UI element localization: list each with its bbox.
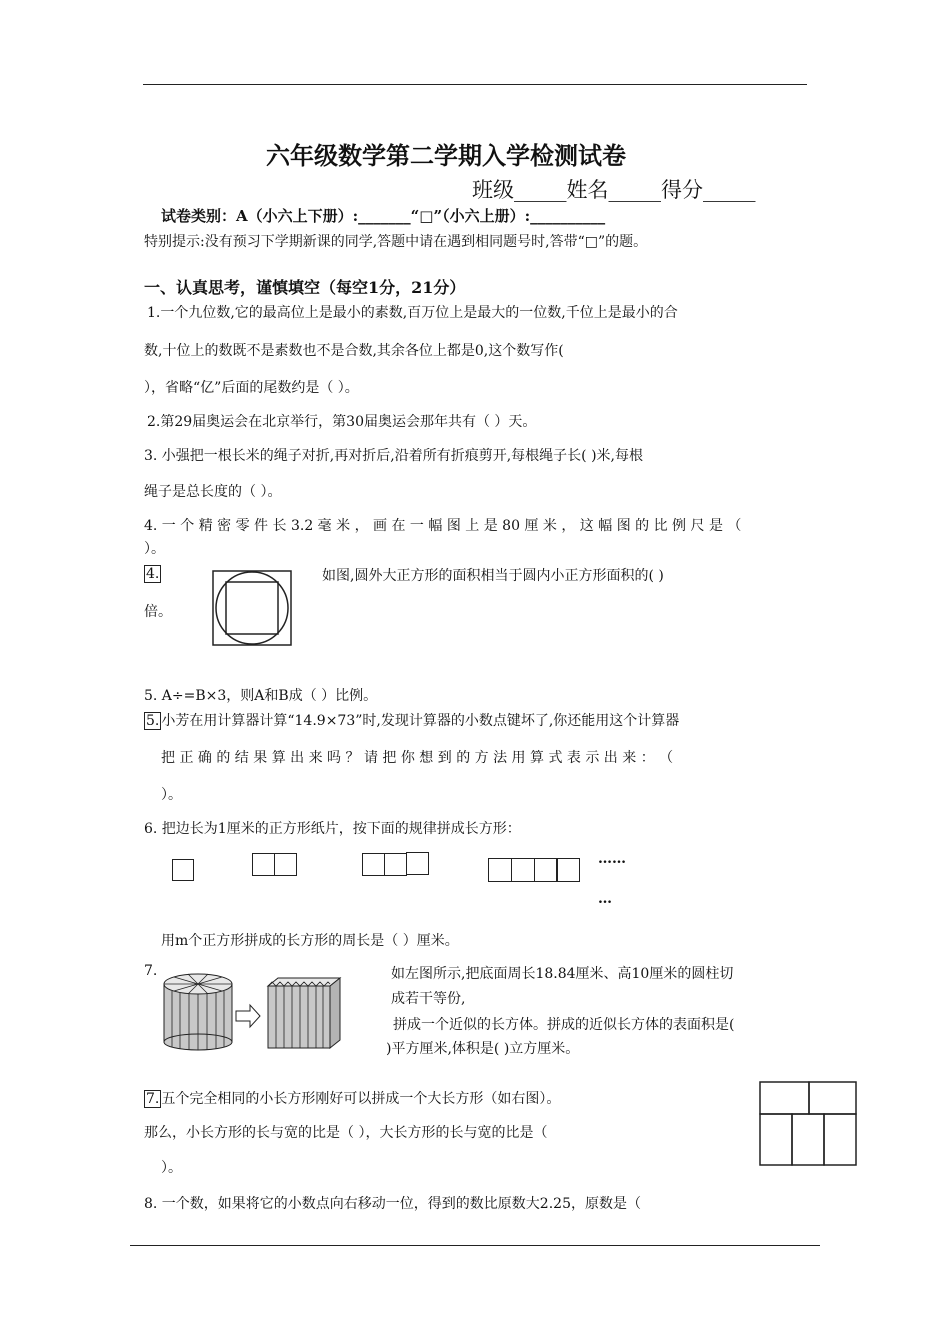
pattern-3-square-b <box>384 853 407 876</box>
q7-line1: 如左图所示,把底面周长18.84厘米、高10厘米的圆柱切 <box>391 966 734 982</box>
class-label: 班级 <box>472 178 514 202</box>
arrow-right-icon <box>236 1005 260 1027</box>
small-rect-bottom-1 <box>760 1114 792 1165</box>
pattern-1-square <box>172 859 194 881</box>
small-rect-top-right <box>809 1082 856 1114</box>
inner-square <box>226 582 278 634</box>
q7b-text1: 五个完全相同的小长方形刚好可以拼成一个大长方形（如右图）。 <box>161 1091 561 1107</box>
cylinder-to-cuboid-figure <box>162 972 377 1052</box>
special-notice: 特别提示:没有预习下学期新课的同学,答题中请在遇到相同题号时,答带“□”的题。 <box>144 234 648 250</box>
q4b-text: 如图,圆外大正方形的面积相当于圆内小正方形面积的( ) <box>322 568 664 584</box>
cuboid-icon <box>268 978 340 1048</box>
q4b-number <box>144 565 161 583</box>
inscribed-circle <box>216 572 288 644</box>
q5b-number-box: 5. <box>146 713 160 729</box>
name-label: 姓名 <box>566 178 609 202</box>
small-rect-top-left <box>760 1082 809 1114</box>
q7b-line3: ）。 <box>161 1160 182 1176</box>
class-blank[interactable]: _____ <box>514 178 567 202</box>
q4-line2: ）。 <box>144 541 165 557</box>
section-heading: 一、认真思考，谨慎填空（每空1分，21分） <box>144 278 466 297</box>
small-rect-bottom-2 <box>792 1114 824 1165</box>
q7-line2: 成若干等份, <box>391 991 466 1007</box>
q1-line2: 数,十位上的数既不是素数也不是合数,其余各位上都是0,这个数写作( <box>144 343 564 359</box>
name-blank[interactable]: _____ <box>608 178 661 202</box>
pattern-2-square-a <box>252 853 275 876</box>
pattern-ellipsis-1: …… <box>598 851 626 867</box>
bottom-rule <box>130 1245 820 1246</box>
q7-line4: )平方厘米,体积是( )立方厘米。 <box>386 1041 580 1057</box>
q3-line1: 3. 小强把一根长米的绳子对折,再对折后,沿着所有折痕剪开,每根绳子长( )米,每根 <box>144 448 643 464</box>
q1-line3: ），省略“亿”后面的尾数约是（ ）。 <box>144 380 359 396</box>
pattern-4-square-d <box>556 858 580 882</box>
q7b-number-box: 7. <box>146 1091 160 1107</box>
q5b-line1 <box>144 710 679 730</box>
rectangles-figure <box>759 1081 859 1167</box>
pattern-4-square-c <box>534 858 558 882</box>
pattern-ellipsis-2: … <box>598 891 612 907</box>
pattern-3-square-c <box>406 852 429 875</box>
q4-line1: 4. 一 个 精 密 零 件 长 3.2 毫 米 ， 画 在 一 幅 图 上 是 80 厘 米 ， 这 幅 图 的 比 例 尺 是 （ <box>144 518 742 534</box>
q5b-line2: 把 正 确 的 结 果 算 出 来 吗 ？ 请 把 你 想 到 的 方 法 用 算 式 表 示 出 来 ： （ <box>161 750 674 766</box>
q5-line: 5. A÷=B×3，则A和B成（ ）比例。 <box>144 688 378 704</box>
q3-line2: 绳子是总长度的（ ）。 <box>144 484 282 500</box>
pattern-4-square-b <box>511 858 535 882</box>
q7b-line1 <box>144 1088 560 1108</box>
score-label: 得分 <box>661 178 703 202</box>
pattern-3-square-a <box>362 853 385 876</box>
q6-line2: 用m个正方形拼成的长方形的周长是（ ）厘米。 <box>161 933 459 949</box>
q4b-number-box: 4. <box>146 566 160 582</box>
q7b-line2: 那么，小长方形的长与宽的比是（ ），大长方形的长与宽的比是（ <box>144 1125 548 1141</box>
top-rule <box>143 84 807 85</box>
pattern-4-square-a <box>488 858 512 882</box>
student-info-line <box>472 174 756 204</box>
pattern-2-square-b <box>274 853 297 876</box>
page-title: 六年级数学第二学期入学检测试卷 <box>266 141 626 170</box>
small-rect-bottom-3 <box>824 1114 856 1165</box>
q2-line: 2.第29届奥运会在北京举行，第30届奥运会那年共有（ ）天。 <box>147 414 537 430</box>
q5b-text1: 小芳在用计算器计算“14.9×73”时,发现计算器的小数点键坏了,你还能用这个计算器 <box>161 713 680 729</box>
cylinder-icon <box>164 974 232 1050</box>
circle-square-figure <box>208 570 296 646</box>
q4b-tail: 倍。 <box>144 604 172 620</box>
q5b-line3: ）。 <box>161 787 182 803</box>
q7-line3: 拼成一个近似的长方体。拼成的近似长方体的表面积是( <box>393 1017 735 1033</box>
q1-line1: 1.一个九位数,它的最高位上是最小的素数,百万位上是最大的一位数,千位上是最小的合 <box>147 305 678 321</box>
score-blank[interactable]: _____ <box>703 178 756 202</box>
q8-line: 8. 一个数，如果将它的小数点向右移动一位，得到的数比原数大2.25，原数是（ <box>144 1196 641 1212</box>
q6-line1: 6. 把边长为1厘米的正方形纸片，按下面的规律拼成长方形： <box>144 821 521 837</box>
category-line: 试卷类别：A（小六上下册）:_______“□”（小六上册）:__________ <box>161 207 606 225</box>
q7-number: 7. <box>144 963 158 979</box>
